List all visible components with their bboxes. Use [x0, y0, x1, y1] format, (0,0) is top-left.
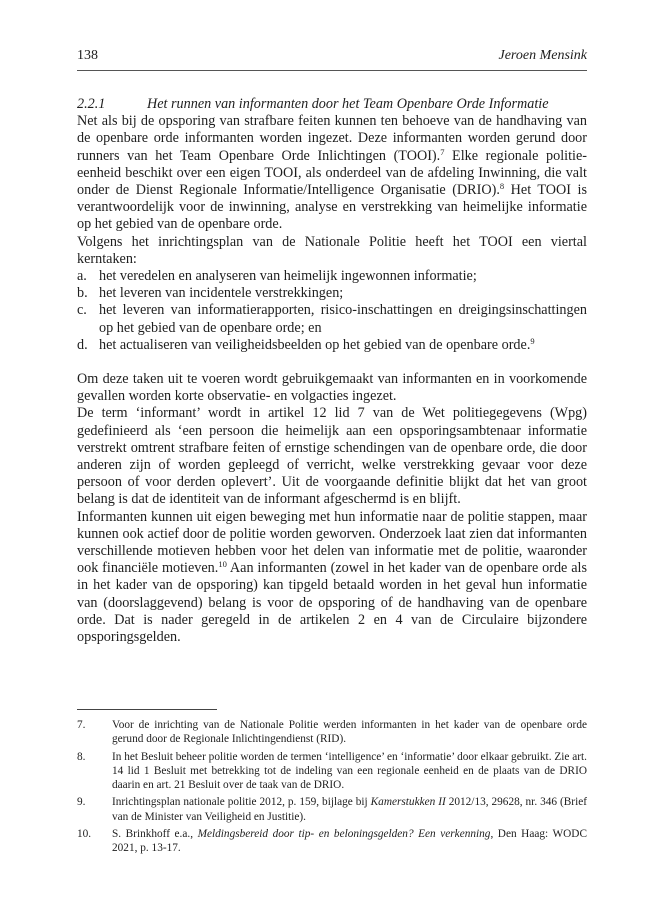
list-marker: c. — [77, 302, 87, 319]
list-item — [77, 285, 587, 302]
footnote-text: In het Besluit beheer politie worden de termen ‘intelligence’ en ‘informatie’ door elkaar gebruikt. Zie art. 14 lid 1 Besluit met betrekking tot de indeling van een regionale eenheid en de plaats van de DRIO daarin en art. 21 Besluit over de taak van de DRIO. — [112, 750, 587, 792]
footnote-ref[interactable]: 9 — [530, 335, 535, 346]
footnote-text-part: , Den Haag: WODC 2021, p. 13-17. — [112, 828, 587, 855]
footnote — [77, 795, 587, 824]
paragraph — [77, 113, 587, 233]
footnote-text-part: 2012/13, 29628, nr. 346 (Brief van de Minister van Veiligheid en Justitie). — [112, 796, 587, 823]
footnote-ref[interactable]: 10 — [218, 559, 227, 570]
footnote-text-part: Inrichtingsplan nationale politie 2012, p. 159, bijlage bij — [112, 796, 371, 809]
list-item-text — [99, 337, 587, 354]
footnote-cited-title: Meldingsbereid door tip- en beloningsgelden? Een verkenning — [197, 828, 491, 841]
paragraph: De term ‘informant’ wordt in artikel 12 lid 7 van de Wet politiegegevens (Wpg) gedefinieerd als ‘een persoon die heimelijk aan een opsporingsambtenaar informatie verstrekt omtrent strafbare feiten of ernstige schendingen van de openbare orde, die door anderen zijn of worden gepleegd of verricht, welke verstrekking gevaar voor deze persoon of voor derden oplevert’. Uit de voorgaande definitie blijkt dat het van groot belang is dat de identiteit van de informant afgeschermd is en blijft. — [77, 405, 587, 508]
page-header — [77, 46, 587, 71]
footnote — [77, 827, 587, 856]
list-item-text: het leveren van incidentele verstrekkingen; — [99, 285, 344, 302]
page-number: 138 — [77, 48, 98, 63]
footnote-text: Voor de inrichting van de Nationale Politie werden informanten in het kader van de openbare orde gerund door de Regionale Inlichtingendienst (RID). — [112, 719, 587, 746]
list-item-text: het veredelen en analyseren van heimelijk ingewonnen informatie; — [99, 268, 477, 285]
list-item — [77, 268, 587, 285]
footnote-text — [112, 795, 587, 824]
main-text — [77, 96, 587, 646]
footnote-ref[interactable]: 8 — [499, 181, 505, 192]
paragraph-text: Elke regionale politie-eenheid beschikt over een eigen TOOI, als onderdeel van de afdeling Inwinning, die valt onder de Dienst Regionale Informatie/Intelligence Organisatie (DRIO). — [77, 147, 587, 199]
running-head-author: Jeroen Mensink — [498, 48, 587, 63]
list-marker: b. — [77, 285, 88, 302]
footnote-divider — [77, 709, 217, 710]
section-number: 2.2.1 — [77, 96, 106, 112]
paragraph-text: Net als bij de opsporing van strafbare feiten kunnen ten behoeve van de handhaving van de openbare orde informanten worden ingezet. Deze informanten worden gerund door runners van het Team Openbare Orde Inlichtingen (TOOI). — [77, 113, 587, 164]
paragraph-text: Het TOOI is verantwoordelijk voor de inwinning, analyse en verstrekking van heimelijke informatie op het gebied van de openbare orde. — [77, 182, 587, 233]
list-item-text-content: het actualiseren van veiligheidsbeelden op het gebied van de openbare orde. — [99, 336, 531, 353]
footnote-text-part: S. Brinkhoff e.a., — [112, 828, 198, 841]
footnote-cited-title: Kamerstukken II — [370, 796, 446, 809]
footnote-number: 9. — [77, 796, 86, 809]
core-tasks-list — [77, 268, 587, 354]
paragraph: Om deze taken uit te voeren wordt gebruikgemaakt van informanten en in voorkomende gevallen worden korte observatie- en volgacties ingezet. — [77, 371, 587, 405]
section-title: Het runnen van informanten door het Team Openbare Orde Informatie — [147, 96, 549, 112]
footnote-number: 8. — [77, 750, 86, 763]
footnote-ref[interactable]: 7 — [440, 146, 445, 157]
footnotes — [77, 718, 587, 859]
paragraph: Volgens het inrichtingsplan van de Nationale Politie heeft het TOOI een viertal kerntaken: — [77, 233, 587, 267]
footnote-number: 10. — [77, 828, 92, 841]
footnote-number: 7. — [77, 719, 86, 731]
section-heading — [77, 96, 587, 113]
paragraph — [77, 509, 587, 647]
list-marker: d. — [77, 336, 88, 353]
paragraph-gap — [77, 354, 587, 371]
list-item — [77, 337, 587, 354]
list-marker: a. — [77, 268, 87, 285]
footnote — [77, 750, 587, 793]
footnote-text — [112, 827, 587, 856]
paragraph-text: Informanten kunnen uit eigen beweging met hun informatie naar de politie stappen, maar kunnen ook actief door de politie worden geworven. Onderzoek laat zien dat informanten verschillende motieven hebben voor het delen van informatie met de politie, waaronder ook financiële motieven. — [77, 508, 587, 577]
list-item — [77, 302, 587, 336]
list-item-text: het leveren van informatierapporten, risico-inschattingen en dreigingsinschattingen op het gebied van de openbare orde; en — [99, 302, 587, 336]
footnote — [77, 718, 587, 747]
paragraph-text: Aan informanten (zowel in het kader van de openbare orde als in het kader van de opsporing) kan tipgeld betaald worden in het geval hun informatie van (doorslaggevend) belang is voor de opsporing of de handhaving van de openbare orde. Dat is nader geregeld in de artikelen 2 en 4 van de Circulaire bijzondere opsporingsgelden. — [77, 560, 587, 646]
